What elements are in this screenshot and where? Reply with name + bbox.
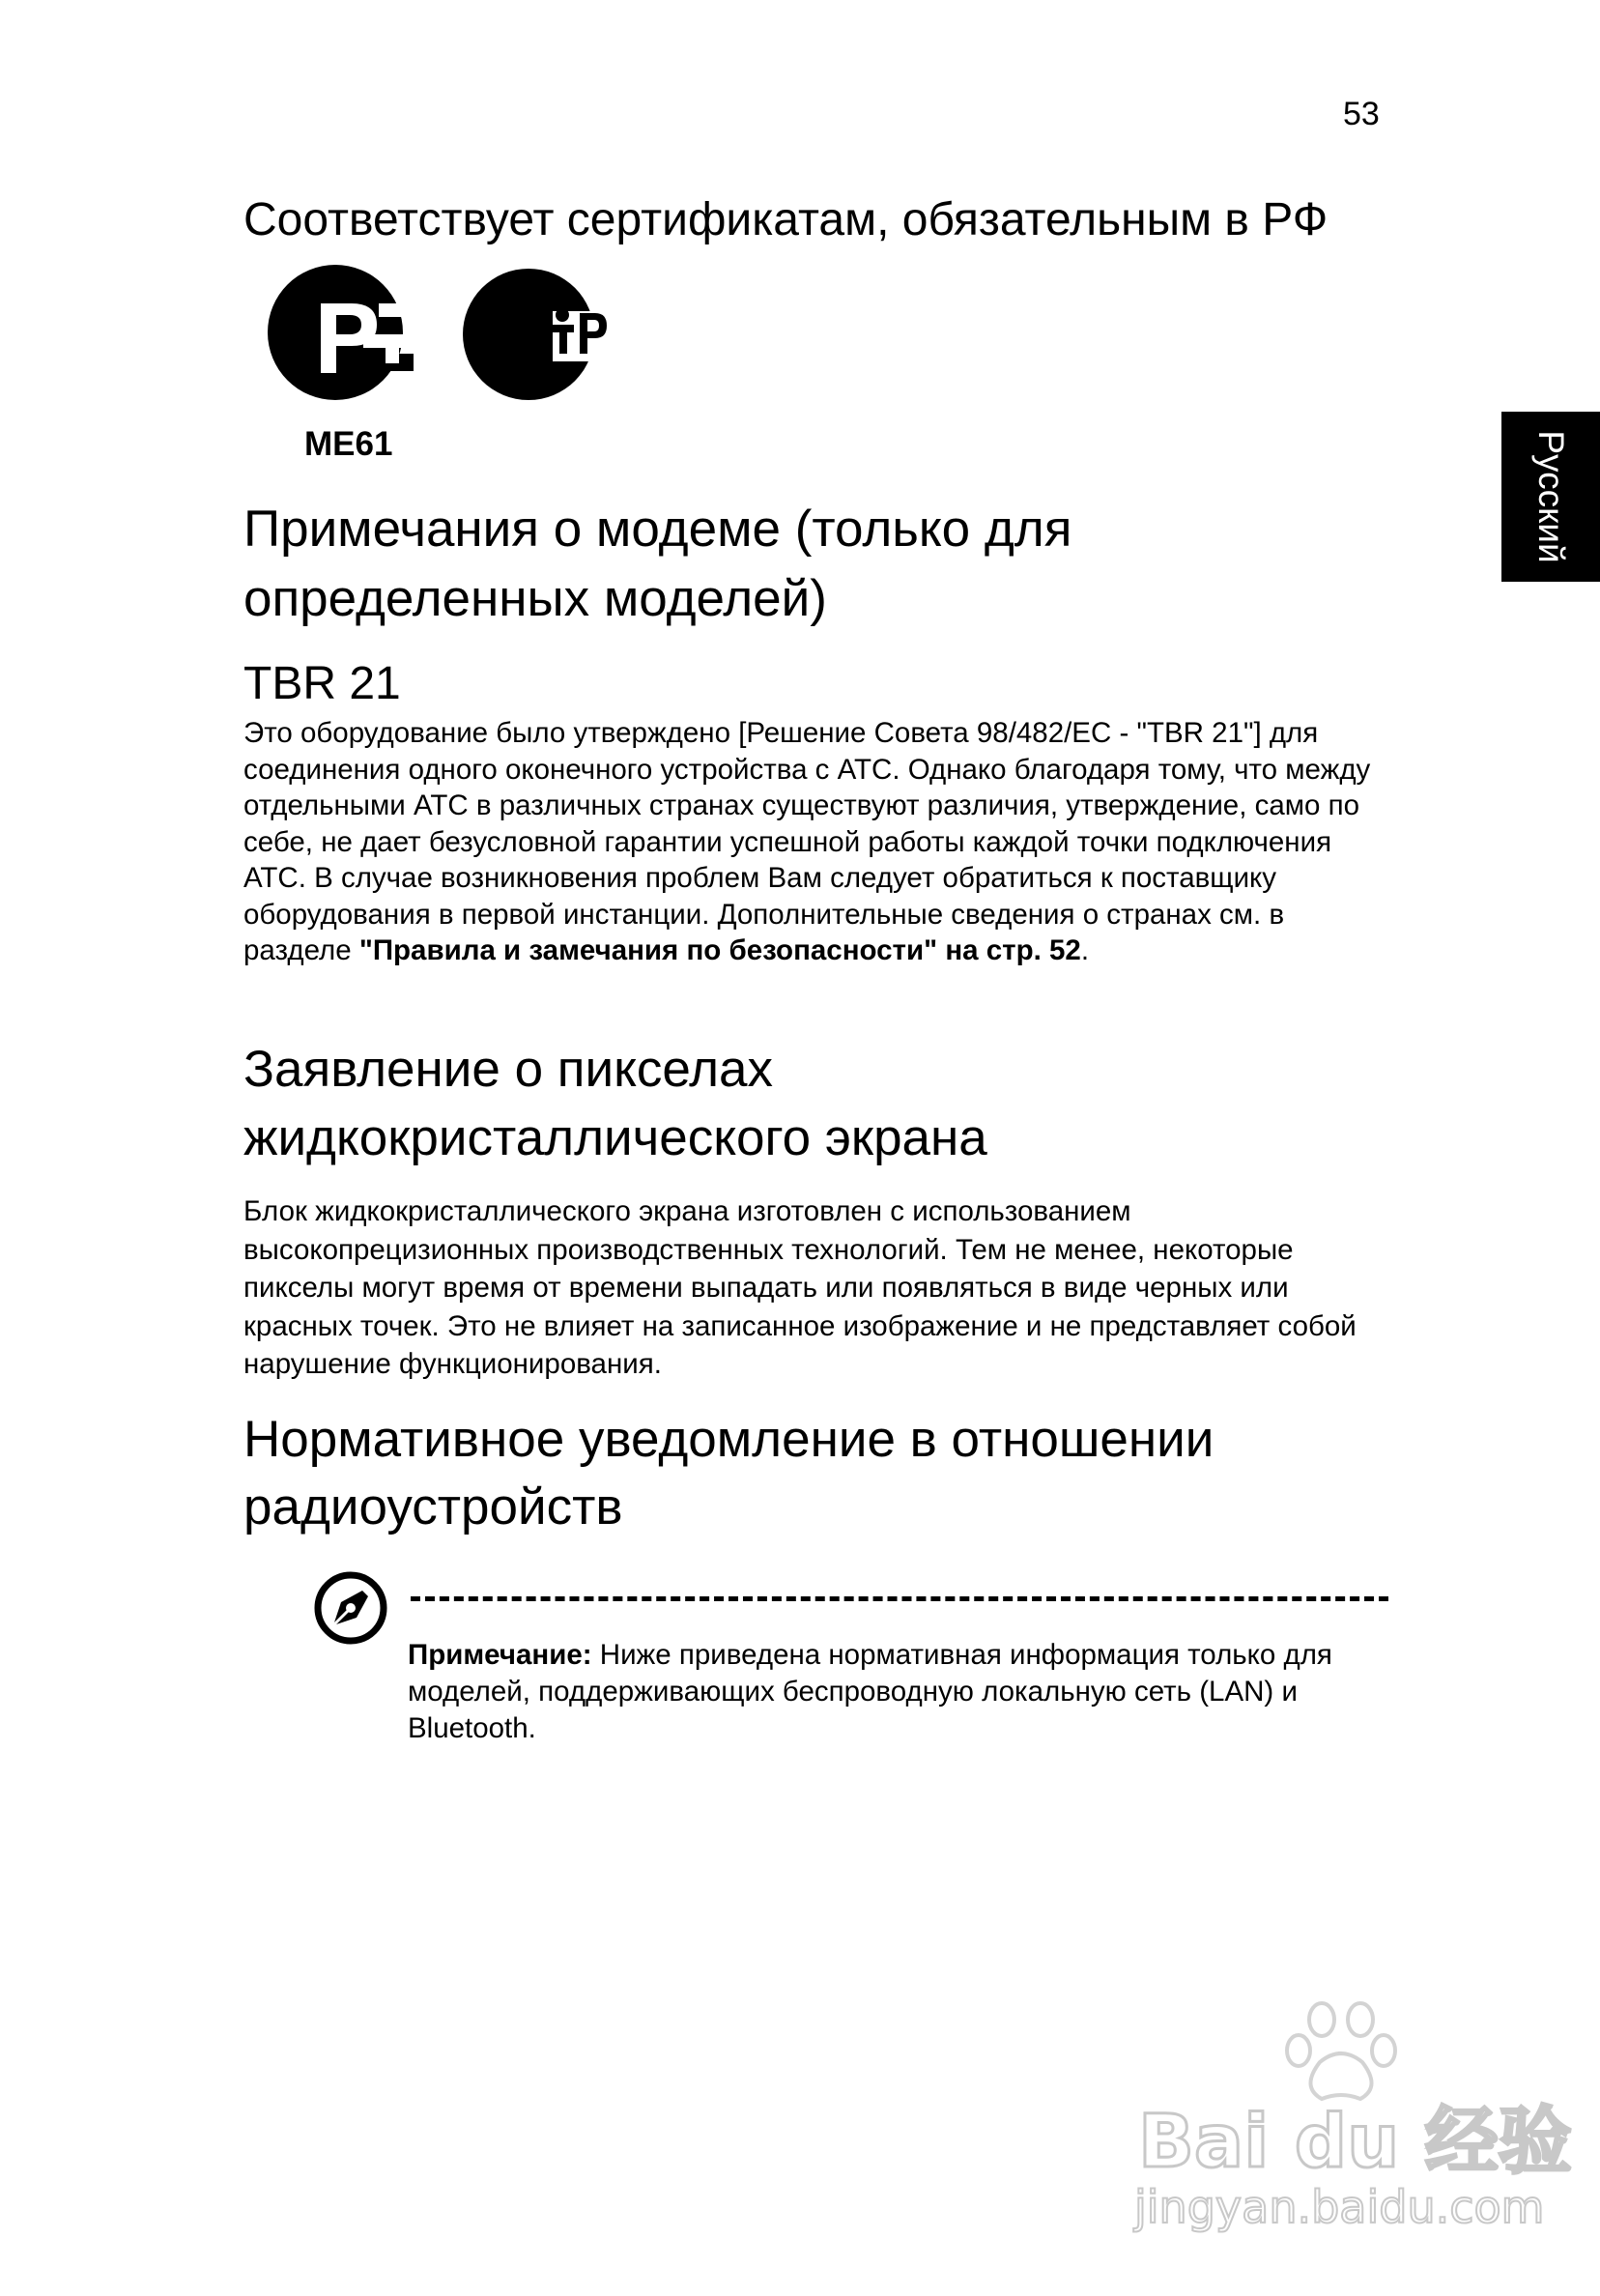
note-label: Примечание: [408,1639,592,1671]
language-tab [1501,412,1600,582]
safety-reference-link[interactable]: "Правила и замечания по безопасности" на стр. 52 [358,934,1081,966]
radio-heading-line1: Нормативное уведомление в отношении [243,1411,1214,1468]
watermark-url: jingyan.baidu.com [1134,2181,1545,2233]
modem-heading-line1: Примечания о модеме (только для [243,501,1072,558]
radio-heading-line2: радиоустройств [243,1478,623,1535]
page-number: 53 [1343,96,1380,132]
pen-nib-icon [312,1569,389,1647]
tbr21-end: . [1080,934,1090,966]
tbr21-paragraph [243,715,1393,969]
lcd-heading-line1: Заявление о пикселах [243,1041,774,1098]
certification-heading: Соответствует сертификатам, обязательным в РФ [243,194,1329,245]
certification-code: ME61 [304,425,393,463]
watermark-text: Bai du 经验 [1138,2098,1572,2184]
tbr21-subheading: TBR 21 [243,658,401,709]
certification-logos [263,265,630,410]
ctp-logo [463,269,611,400]
lcd-heading-line2: жидкокристаллического экрана [243,1109,987,1166]
pct-logo [268,265,421,400]
tbr21-text: Это оборудование было утверждено [Решение Совета 98/482/EC - "TBR 21"] для соединения одного оконечного устройства с АТС. Однако благодаря тому, что между отдельными АТС в различных странах существуют различия, утверждение, само по себе, не дает безусловной гарантии успешной работы каждой точки подключения АТС. В случае возникновения проблем Вам следует обратиться к поставщику оборудования в первой инстанции. Дополнительные сведения о странах см. в разделе [243,717,1371,966]
language-tab-label: Русский [1531,430,1571,563]
note-text [408,1637,1384,1747]
note-divider [411,1596,1388,1601]
lcd-paragraph: Блок жидкокристаллического экрана изготовлен с использованием высокопрецизионных производственных технологий. Тем не менее, некоторые пикселы могут время от времени выпадать или появляться в виде черных или красных точек. Это не влияет на записанное изображение и не представляет собой нарушение функционирования. [243,1195,1357,1380]
modem-heading-line2: определенных моделей) [243,570,827,627]
note-body: Ниже приведена нормативная информация только для моделей, поддерживающих беспроводную локальную сеть (LAN) и Bluetooth. [408,1639,1332,1744]
baidu-watermark [1129,1993,1572,2244]
